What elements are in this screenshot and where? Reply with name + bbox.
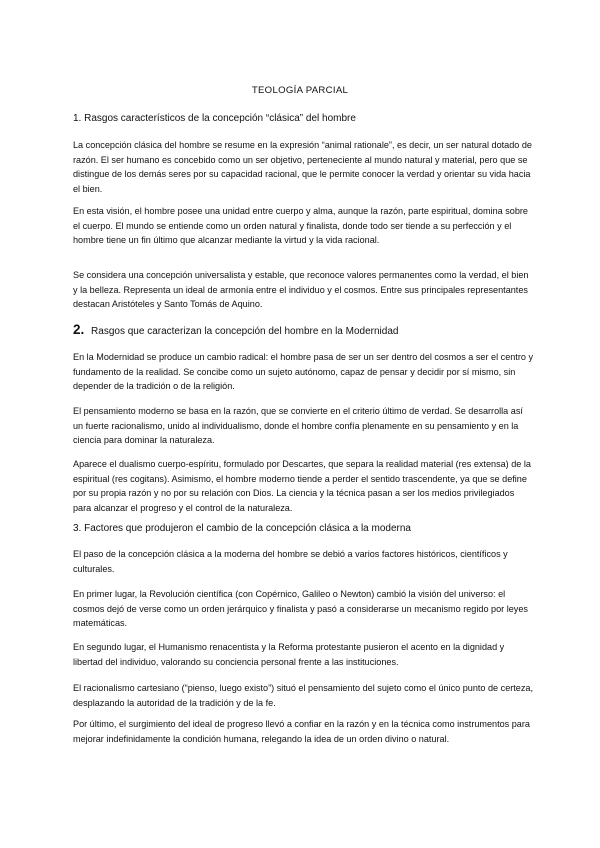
section-3-number: 3. bbox=[73, 523, 82, 534]
section-3-heading-text: Factores que produjeron el cambio de la concepción clásica a la moderna bbox=[84, 523, 411, 534]
section-3-heading bbox=[73, 523, 533, 535]
section-1-number: 1. bbox=[73, 113, 82, 124]
section-2-number: 2. bbox=[73, 322, 85, 337]
section-1-heading bbox=[73, 113, 533, 125]
section-3-paragraph-2: En primer lugar, la Revolución científica (con Copérnico, Galileo o Newton) cambió la visión del universo: el cosmos dejó de verse como un orden jerárquico y finalista y pasó a considerarse un mecanismo regido por leyes matemáticas. bbox=[73, 589, 528, 629]
section-2-heading bbox=[73, 324, 533, 338]
section-3-paragraph-5: Por último, el surgimiento del ideal de progreso llevó a confiar en la razón y en la técnica como instrumentos para mejorar indefinidamente la condición humana, relegando la idea de un orden divino o natural. bbox=[73, 719, 530, 744]
section-2-paragraph-1: En la Modernidad se produce un cambio radical: el hombre pasa de ser un ser dentro del cosmos a ser el centro y fundamento de la realidad. Se concibe como un sujeto autónomo, capaz de pensar y decidir por sí mismo, sin depender de la tradición o de la religión. bbox=[73, 352, 533, 392]
document-title: TEOLOGÍA PARCIAL bbox=[251, 85, 349, 96]
section-1-paragraph-1: La concepción clásica del hombre se resume en la expresión “animal rationale”, es decir, un ser natural dotado de razón. El ser humano es concebido como un ser objetivo, perteneciente al mundo natural y material, pero que se distingue de los demás seres por su capacidad racional, que le permite conocer la verdad y orientar su vida hacia el bien. bbox=[73, 140, 532, 194]
section-1-paragraph-2: En esta visión, el hombre posee una unidad entre cuerpo y alma, aunque la razón, parte espiritual, domina sobre el cuerpo. El mundo se entiende como un orden natural y finalista, donde todo ser tiende a su perfección y el hombre tiene un fin último que alcanzar mediante la virtud y la vida racional. bbox=[73, 206, 528, 246]
section-2-paragraph-3: Aparece el dualismo cuerpo-espíritu, formulado por Descartes, que separa la realidad material (res extensa) de la espiritual (res cogitans). Asimismo, el hombre moderno tiende a perder el sentido trascendente, ya que se define por su propia razón y no por su relación con Dios. La ciencia y la técnica pasan a ser los medios privilegiados para alcanzar el progreso y el control de la naturaleza. bbox=[73, 459, 531, 513]
section-2-paragraph-2: El pensamiento moderno se basa en la razón, que se convierte en el criterio último de verdad. Se desarrolla así un fuerte racionalismo, unido al individualismo, donde el hombre confía plenamente en su pensamiento y en la ciencia para dominar la naturaleza. bbox=[73, 406, 523, 446]
section-3-paragraph-1: El paso de la concepción clásica a la moderna del hombre se debió a varios factores históricos, científicos y culturales. bbox=[73, 549, 508, 574]
section-1-paragraph-3: Se considera una concepción universalista y estable, que reconoce valores permanentes como la verdad, el bien y la belleza. Representa un ideal de armonía entre el individuo y el cosmos. Entre sus principales representantes destacan Aristóteles y Santo Tomás de Aquino. bbox=[73, 270, 529, 310]
section-3-paragraph-4: El racionalismo cartesiano (“pienso, luego existo”) situó el pensamiento del sujeto como el único punto de certeza, desplazando la autoridad de la tradición y de la fe. bbox=[73, 683, 533, 708]
section-3-paragraph-3: En segundo lugar, el Humanismo renacentista y la Reforma protestante pusieron el acento en la dignidad y libertad del individuo, valorando su conciencia personal frente a las instituciones. bbox=[73, 642, 505, 667]
section-2-heading-text: Rasgos que caracterizan la concepción del hombre en la Modernidad bbox=[91, 326, 399, 337]
section-1-heading-text: Rasgos característicos de la concepción “clásica” del hombre bbox=[84, 113, 356, 124]
